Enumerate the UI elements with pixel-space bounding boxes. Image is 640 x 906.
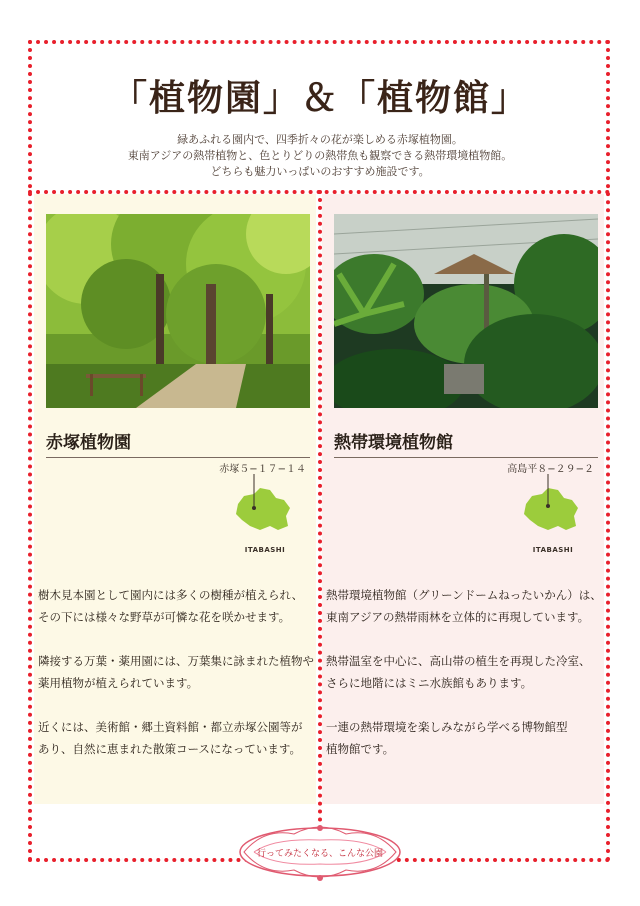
address: 赤塚５−１７−１４: [219, 464, 306, 475]
text-line: その下には様々な野草が可憐な花を咲かせます。: [38, 610, 291, 624]
text-line: 東南アジアの熱帯雨林を立体的に再現しています。: [326, 610, 590, 624]
paragraph: [326, 650, 602, 694]
text-line: 隣接する万葉・薬用園には、万葉集に詠まれた植物や: [38, 654, 314, 668]
intro-line: 東南アジアの熱帯植物と、色とりどりの熱帯魚も観察できる熱帯環境植物館。: [127, 149, 513, 162]
akatsuka-botanical-garden-section: [34, 194, 316, 804]
text-line: 薬用植物が植えられています。: [38, 676, 199, 690]
text-line: あり、自然に恵まれた散策コースになっています。: [38, 742, 302, 756]
paragraph: [38, 584, 314, 628]
text-line: 熱帯温室を中心に、高山帯の植生を再現した冷室、: [326, 654, 591, 668]
itabashi-map-icon: [518, 474, 588, 544]
map-label: ITABASHI: [244, 546, 286, 554]
footer-caption: 行ってみたくなる、こんな公園: [256, 849, 383, 859]
intro-line: どちらも魅力いっぱいのおすすめ施設です。: [210, 165, 430, 178]
address: 高島平８−２９−２: [507, 464, 594, 475]
intro-text: [0, 132, 640, 180]
paragraph: [38, 650, 314, 694]
text-line: 熱帯環境植物館（グリーンドームねったいかん）は、: [326, 588, 602, 602]
paragraph: [38, 716, 314, 760]
map-label: ITABASHI: [532, 546, 574, 554]
garden-photo: [46, 214, 310, 408]
itabashi-map-icon: [230, 474, 300, 544]
section-body: [326, 584, 602, 782]
text-line: さらに地階にはミニ水族館もあります。: [326, 676, 533, 690]
tropical-environment-plant-museum-section: [322, 194, 604, 804]
intro-line: 緑あふれる園内で、四季折々の花が楽しめる赤塚植物園。: [177, 133, 463, 146]
text-line: 近くには、美術館・郷土資料館・都立赤塚公園等が: [38, 720, 303, 734]
section-heading: 熱帯環境植物館: [334, 428, 598, 458]
paragraph: [326, 584, 602, 628]
paragraph: [326, 716, 602, 760]
text-line: 樹木見本園として園内には多くの樹種が植えられ、: [38, 588, 304, 602]
greenhouse-photo: [334, 214, 598, 408]
section-heading: 赤塚植物園: [46, 428, 310, 458]
text-line: 一連の熱帯環境を楽しみながら学べる博物館型: [326, 720, 568, 734]
text-line: 植物館です。: [326, 742, 395, 756]
page-title: 「植物園」＆「植物館」: [110, 78, 529, 119]
section-body: [38, 584, 314, 782]
